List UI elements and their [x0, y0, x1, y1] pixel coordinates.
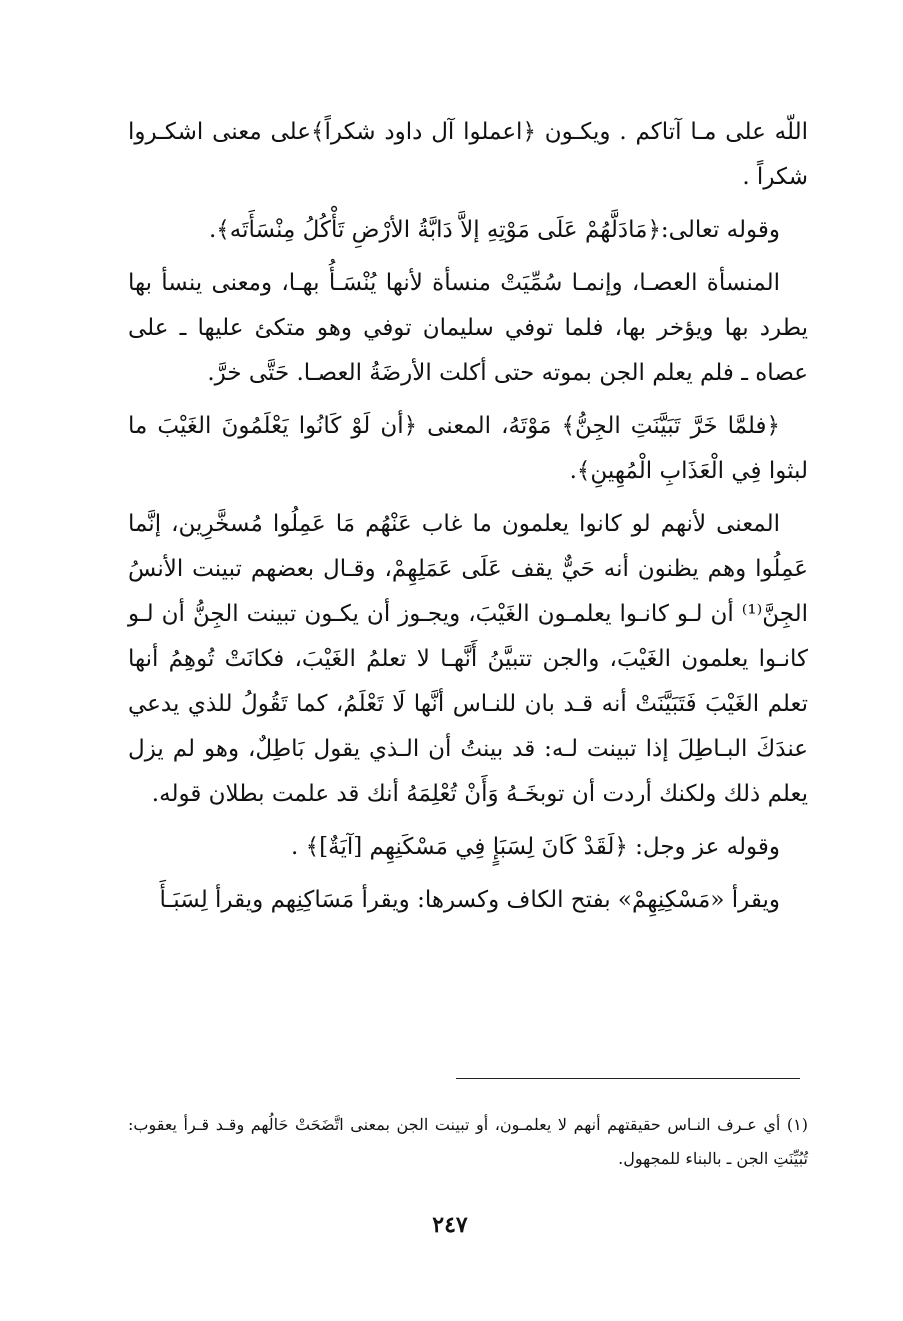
main-text [128, 110, 808, 931]
footnote-1: (١) أي عـرف النـاس حقيقتهم أنهم لا يعلمـون، أو تبينت الجن بمعنى اتَّضَحَتْ حَالُهم وقـد قـرأ يعقوب: تُبُيِّنَتِ الجن ـ بالبناء للمجهول. [128, 1115, 808, 1168]
paragraph-verse-saba: وقوله عز وجل: ﴿لَقَدْ كَانَ لِسَبَإٍ فِي مَسْكَنِهِم [آيَةٌ]﴾ . [291, 834, 780, 860]
paragraph-verse-jinn: ﴿فلمَّا خَرَّ تَبَيَّنَتِ الجِنُّ﴾ مَوْتَهُ، المعنى ﴿أن لَوْ كَانُوا يَعْلَمُونَ الغَيْبَ ما لبثوا فِي الْعَذَابِ الْمُهِينِ﴾. [128, 413, 808, 484]
paragraph-readings: ويقرأ «مَسْكِنِهِمْ» بفتح الكاف وكسرها: ويقرأ مَسَاكِنِهم ويقرأ لِسَبَـأَ [159, 887, 780, 913]
paragraph-meaning: المعنى لأنهم لو كانوا يعلمون ما غاب عَنْهُم مَا عَمِلُوا مُسخَّرِين، إنَّما عَمِلُوا وهم يظنون أنه حَيٌّ يقف عَلَى عَمَلِهِمْ، وقـال بعضهم تبينت الأنسُ الجِنَّ⁽¹⁾ أن لـو كانـوا يعلمـون الغَيْبَ، ويجـوز أن يكـون تبينت الجِنُّ أن لـو كانـوا يعلمون الغَيْبَ، والجن تتبيَّنُ أَنَّهـا لا تعلمُ الغَيْبَ، فكانَتْ تُوهِمُ أنها تعلم الغَيْبَ فَتَبَيَّنَتْ أنه قـد بان للنـاس أنَّها لَا تَعْلَمُ، كما تَقُولُ للذي يدعي عندَكَ البـاطِلَ إذا تبينت لـه: قد بينتُ أن الـذي يقول بَاطِلٌ، وهو لم يزل يعلم ذلك ولكنك أردت أن توبخَـهُ وَأَنْ تُعْلِمَهُ أنك قد علمت بطلان قوله. [128, 511, 808, 807]
paragraph-minsaah-explanation: المنسأة العصـا، وإنمـا سُمِّيَتْ منسأة لأنها يُنْسَـأُ بهـا، ومعنى ينسأ بها يطرد بها ويؤخر بها، فلما توفي سليمان توفي وهو متكئ عليها ـ على عصاه ـ فلم يعلم الجن بموته حتى أكلت الأرضَةُ العصـا. حَتَّى خرَّ. [128, 270, 808, 386]
paragraph-continuation: اللّه على مـا آتاكم . ويكـون ﴿اعملوا آل داود شكراً﴾على معنى اشكـروا شكراً . [128, 119, 808, 190]
footnotes [128, 1108, 808, 1176]
paragraph-verse-minsaah: وقوله تعالى:﴿مَادَلَّهُمْ عَلَى مَوْتِهِ إلاَّ دَابَّةُ الأرْضِ تَأْكُلُ مِنْسَأَتَه﴾. [208, 217, 780, 243]
footnote-divider [456, 1078, 800, 1079]
page-number: ٢٤٧ [432, 1212, 468, 1238]
